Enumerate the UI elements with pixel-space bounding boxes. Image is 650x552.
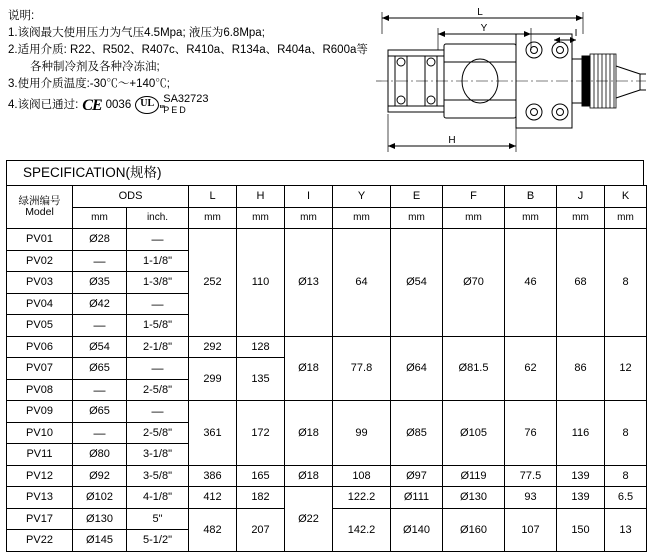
- cell-L: 299: [189, 358, 237, 401]
- specification-section: [6, 160, 644, 552]
- cell-model: PV08: [7, 379, 73, 401]
- cell-ods-mm: Ø102: [73, 487, 127, 509]
- cell-H: 172: [237, 401, 285, 466]
- valve-technical-drawing: [368, 4, 646, 156]
- unit-B: mm: [505, 207, 557, 229]
- note-line-1: 1.该阀最大使用压力为气压4.5Mpa; 液压为6.8Mpa;: [8, 27, 265, 39]
- cell-J: 116: [557, 401, 605, 466]
- cell-K: 8: [605, 229, 647, 337]
- ce-mark-icon: CE: [82, 96, 102, 114]
- cell-ods-mm: —: [73, 379, 127, 401]
- cell-ods-mm: Ø92: [73, 465, 127, 487]
- dim-label-H: H: [448, 135, 456, 146]
- dim-label-L: L: [477, 7, 483, 18]
- ul-mark-icon: [135, 96, 166, 114]
- header-col-B: B: [505, 186, 557, 208]
- cell-model: PV05: [7, 315, 73, 337]
- note-line-2: 2.适用介质: R22、R502、R407c、R410a、R134a、R404a、R600a等: [8, 44, 368, 56]
- ul-sup: us: [159, 104, 166, 110]
- notes-block: [8, 8, 368, 116]
- cell-F: Ø70: [443, 229, 505, 337]
- header-col-F: F: [443, 186, 505, 208]
- cell-B: 46: [505, 229, 557, 337]
- header-ods: ODS: [73, 186, 189, 208]
- cell-ods-mm: Ø65: [73, 401, 127, 423]
- cell-model: PV10: [7, 422, 73, 444]
- cell-J: 68: [557, 229, 605, 337]
- cell-model: PV22: [7, 530, 73, 552]
- header-model: [7, 186, 73, 229]
- cell-F: Ø160: [443, 508, 505, 551]
- header-col-E: E: [391, 186, 443, 208]
- note-line-3: 各种制冷剂及各种冷冻油;: [30, 61, 160, 73]
- notes-heading: 说明:: [8, 10, 35, 22]
- cell-L: 386: [189, 465, 237, 487]
- unit-F: mm: [443, 207, 505, 229]
- cell-ods-inch: 3-5/8": [127, 465, 189, 487]
- cell-K: 8: [605, 465, 647, 487]
- cell-ods-inch: 4-1/8": [127, 487, 189, 509]
- cell-model: PV02: [7, 250, 73, 272]
- header-col-K: K: [605, 186, 647, 208]
- cell-E: Ø111: [391, 487, 443, 509]
- cell-K: 8: [605, 401, 647, 466]
- table-header-row-1: [7, 186, 647, 208]
- sa-number-block: [163, 94, 208, 116]
- dim-label-Y: Y: [480, 23, 488, 34]
- cell-ods-inch: —: [127, 229, 189, 251]
- cell-I: Ø22: [285, 487, 333, 552]
- cell-ods-mm: Ø145: [73, 530, 127, 552]
- unit-I: mm: [285, 207, 333, 229]
- cell-L: 292: [189, 336, 237, 358]
- cell-K: 6.5: [605, 487, 647, 509]
- header-col-I: I: [285, 186, 333, 208]
- cell-H: 110: [237, 229, 285, 337]
- cell-model: PV09: [7, 401, 73, 423]
- header-col-Y: Y: [333, 186, 391, 208]
- cell-J: 139: [557, 487, 605, 509]
- header-col-J: J: [557, 186, 605, 208]
- cell-I: Ø18: [285, 465, 333, 487]
- table-header-row-2: [7, 207, 647, 229]
- cell-E: Ø97: [391, 465, 443, 487]
- ce-number: 0036: [105, 98, 132, 111]
- cell-E: Ø64: [391, 336, 443, 401]
- header-model-cn: 绿洲编号: [18, 195, 61, 207]
- cell-ods-mm: Ø65: [73, 358, 127, 380]
- cell-L: 361: [189, 401, 237, 466]
- cell-ods-inch: —: [127, 358, 189, 380]
- cell-ods-mm: Ø54: [73, 336, 127, 358]
- cell-model: PV11: [7, 444, 73, 466]
- cell-ods-mm: —: [73, 315, 127, 337]
- unit-H: mm: [237, 207, 285, 229]
- cell-ods-mm: Ø28: [73, 229, 127, 251]
- cell-E: Ø140: [391, 508, 443, 551]
- cell-F: Ø119: [443, 465, 505, 487]
- cell-E: Ø54: [391, 229, 443, 337]
- unit-E: mm: [391, 207, 443, 229]
- cell-ods-inch: 3-1/8": [127, 444, 189, 466]
- cell-Y: 77.8: [333, 336, 391, 401]
- cell-ods-inch: 1-3/8": [127, 272, 189, 294]
- cell-ods-inch: 2-5/8": [127, 379, 189, 401]
- unit-Y: mm: [333, 207, 391, 229]
- cell-ods-mm: Ø130: [73, 508, 127, 530]
- cell-model: PV03: [7, 272, 73, 294]
- cell-L: 412: [189, 487, 237, 509]
- cell-ods-inch: 2-1/8": [127, 336, 189, 358]
- cell-ods-inch: —: [127, 401, 189, 423]
- header-col-L: L: [189, 186, 237, 208]
- sa-sub: PED: [163, 105, 188, 115]
- specification-table: [6, 185, 647, 552]
- header-model-en: Model: [25, 206, 54, 218]
- cell-ods-inch: —: [127, 293, 189, 315]
- cell-H: 165: [237, 465, 285, 487]
- cell-ods-inch: 1-1/8": [127, 250, 189, 272]
- cell-model: PV06: [7, 336, 73, 358]
- valve-drawing-svg: [368, 4, 646, 156]
- cell-ods-mm: —: [73, 250, 127, 272]
- cell-B: 77.5: [505, 465, 557, 487]
- cell-J: 86: [557, 336, 605, 401]
- cell-L: 482: [189, 508, 237, 551]
- cell-H: 135: [237, 358, 285, 401]
- ul-label: UL: [140, 98, 155, 109]
- table-row: [7, 487, 647, 509]
- cell-I: Ø18: [285, 401, 333, 466]
- cell-ods-inch: 1-5/8": [127, 315, 189, 337]
- cell-F: Ø81.5: [443, 336, 505, 401]
- cell-B: 62: [505, 336, 557, 401]
- sa-number: SA32723: [163, 93, 209, 105]
- cell-model: PV04: [7, 293, 73, 315]
- cell-B: 76: [505, 401, 557, 466]
- cell-model: PV07: [7, 358, 73, 380]
- cell-F: Ø105: [443, 401, 505, 466]
- cell-model: PV17: [7, 508, 73, 530]
- cell-ods-mm: Ø35: [73, 272, 127, 294]
- cell-ods-mm: —: [73, 422, 127, 444]
- cell-H: 182: [237, 487, 285, 509]
- header-ods-inch: inch.: [127, 207, 189, 229]
- table-row: [7, 465, 647, 487]
- certification-row: [8, 94, 358, 116]
- cell-J: 139: [557, 465, 605, 487]
- note-line-4: 3.使用介质温度:-30℃～+140℃;: [8, 78, 171, 90]
- cell-I: Ø13: [285, 229, 333, 337]
- cell-I: Ø18: [285, 336, 333, 401]
- cell-K: 13: [605, 508, 647, 551]
- cell-E: Ø85: [391, 401, 443, 466]
- header-ods-mm: mm: [73, 207, 127, 229]
- cell-B: 107: [505, 508, 557, 551]
- cell-Y: 64: [333, 229, 391, 337]
- unit-J: mm: [557, 207, 605, 229]
- cell-B: 93: [505, 487, 557, 509]
- table-row: [7, 336, 647, 358]
- cell-K: 12: [605, 336, 647, 401]
- cell-Y: 122.2: [333, 487, 391, 509]
- note-line-5: 4.该阀已通过:: [8, 98, 79, 111]
- cell-ods-inch: 2-5/8": [127, 422, 189, 444]
- cell-model: PV13: [7, 487, 73, 509]
- cell-H: 207: [237, 508, 285, 551]
- cell-model: PV01: [7, 229, 73, 251]
- cell-ods-inch: 5-1/2": [127, 530, 189, 552]
- unit-L: mm: [189, 207, 237, 229]
- table-row: [7, 401, 647, 423]
- cell-ods-mm: Ø42: [73, 293, 127, 315]
- dim-label-I: I: [574, 28, 578, 39]
- table-row: [7, 229, 647, 251]
- cell-L: 252: [189, 229, 237, 337]
- unit-K: mm: [605, 207, 647, 229]
- cell-F: Ø130: [443, 487, 505, 509]
- cell-Y: 99: [333, 401, 391, 466]
- cell-J: 150: [557, 508, 605, 551]
- cell-Y: 108: [333, 465, 391, 487]
- cell-H: 128: [237, 336, 285, 358]
- spec-title: SPECIFICATION(规格): [6, 160, 644, 185]
- header-col-H: H: [237, 186, 285, 208]
- cell-Y: 142.2: [333, 508, 391, 551]
- cell-ods-inch: 5": [127, 508, 189, 530]
- cell-model: PV12: [7, 465, 73, 487]
- cell-ods-mm: Ø80: [73, 444, 127, 466]
